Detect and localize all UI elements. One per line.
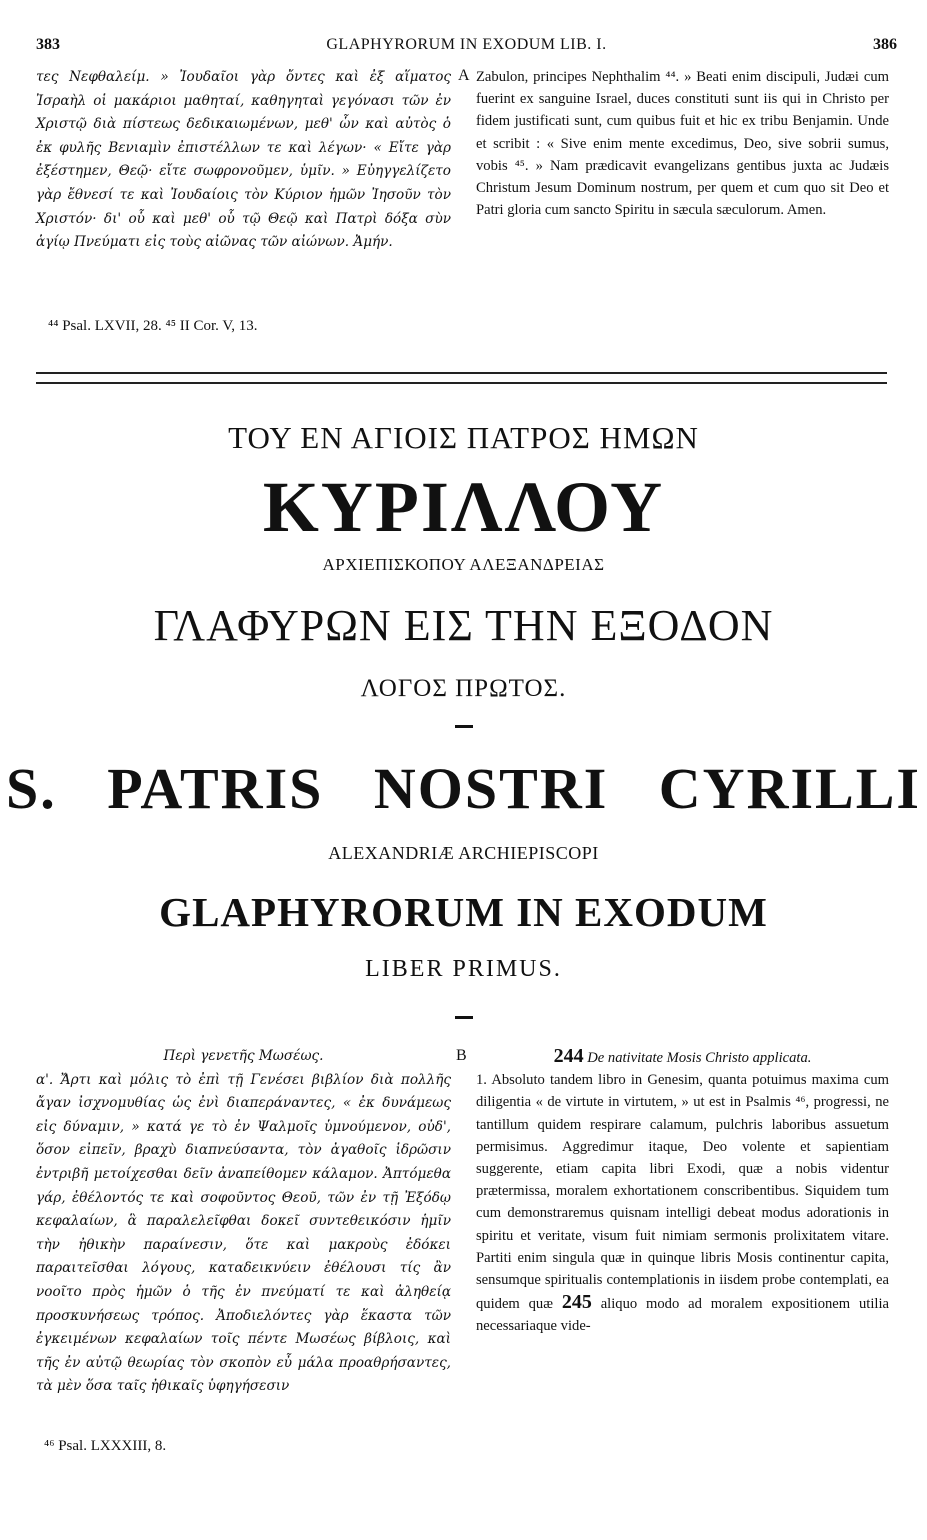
latin-heading-text: De nativitate Mosis Christo applicata.: [587, 1050, 812, 1066]
margin-number-244: 244: [553, 1045, 584, 1067]
latin-paragraph-text: 1. Absoluto tandem libro in Genesim, quanta potuimus maxima cum diligentia « de virtute in virtutem, » ut est in Psalmis ⁴⁶, progressi, ne tantillum quidem respirare calamum, pulchris laboribus assuetum permisimus. Aggredimur itaque, Deo volente et sapientiam suggerente, etiam capita libri Exodi, quæ a nobis videntur prætermissa, moralem exhortationem conscribentibus. Siquidem tum cum demonstraremus quisnam intelligi debeat modus adorationis in spiritu et veritate, visum fuit nimiam sermonis prolixitatem vitare. Partiti enim singula quæ in quinque libris Mosis continentur capita, sensumque spiritualis contemplationis in iisdem probe contemplati, ea quidem quæ: [476, 1072, 889, 1313]
page-number-right: 386: [873, 36, 897, 53]
title-dash-2: [455, 1016, 473, 1019]
title-latin-book: LIBER PRIMUS.: [365, 956, 562, 982]
latin-paragraph-text-end: aliquo modo ad moralem expositionem utilia necessariaque vide-: [476, 1296, 889, 1335]
latin-column-bottom: [476, 1045, 889, 1338]
column-marker-b: B: [456, 1047, 467, 1064]
title-greek-work: ΓΛΑΦΥΡΩΝ ΕΙΣ ΤΗΝ ΕΞΟΔΟΝ: [153, 601, 774, 650]
title-greek-office: ΑΡΧΙΕΠΙΣΚΟΠΟΥ ΑΛΕΞΑΝΔΡΕΙΑΣ: [322, 555, 605, 574]
latin-paragraph-bottom: [476, 1069, 889, 1337]
title-latin-office: ALEXANDRIÆ ARCHIEPISCOPI: [328, 843, 599, 863]
page-number-left: 383: [36, 36, 60, 53]
greek-paragraph-top: τες Νεφθαλείμ. » Ἰουδαῖοι γὰρ ὄντες καὶ ἐξ αἵματος Ἰσραὴλ οἱ μακάριοι μαθηταί, καθηγηταὶ γεγόνασι τῶν ἐν Χριστῷ διὰ πίστεως δεδικαιωμένων, μεθ' ὧν καὶ αὐτὸς ὁ ἐκ φυλῆς Βενιαμὶν ἐπιστέλλων τε καὶ λέγων· « Εἴτε γὰρ ἐξέστημεν, Θεῷ· εἴτε σωφρονοῦμεν, ὑμῖν. » Εὐηγγελίζετο γὰρ ἔθνεσί τε καὶ Ἰουδαίοις τὸν Κύριον ἡμῶν Ἰησοῦν τὸν Χριστόν· δι' οὗ καὶ μεθ' οὗ τῷ Θεῷ καὶ Πατρὶ δόξα σὺν ἁγίῳ Πνεύματι εἰς τοὺς αἰῶνας τῶν αἰώνων. Ἀμήν.: [36, 69, 451, 251]
title-greek-name: ΚΥΡΙΛΛΟΥ: [262, 467, 665, 547]
greek-column-top: [36, 66, 451, 255]
running-title: GLAPHYRORUM IN EXODUM LIB. I.: [326, 36, 607, 53]
title-latin-name: S. PATRIS NOSTRI CYRILLI: [6, 756, 921, 821]
title-greek-preamble: ΤΟΥ ΕΝ ΑΓΙΟΙΣ ΠΑΤΡΟΣ ΗΜΩΝ: [228, 420, 699, 455]
greek-column-bottom: [36, 1045, 451, 1399]
title-dash-1: [455, 725, 473, 728]
footnote-top: ⁴⁴ Psal. LXVII, 28. ⁴⁵ II Cor. V, 13.: [48, 318, 258, 334]
column-marker-a: A: [458, 67, 470, 84]
greek-paragraph-bottom: α'. Ἄρτι καὶ μόλις τὸ ἐπὶ τῇ Γενέσει βιβλίον διὰ πολλῆς ἄγαν ἰσχνομυθίας ὡς ἐνὶ διαπεράναντες, « ἐκ δυνάμεως εἰς δύναμιν, » κατά γε τὸ ἐν Ψαλμοῖς ὑμνούμενον, οὐδ', ὅσον εἰπεῖν, βραχὺ διαπνεύσαντα, τὸν ἀγαθοῖς ἱδρῶσιν ἐντριβῆ μετοίχεσθαι δεῖν ἀναπείθομεν κάλαμον. Ἀπτόμεθα γάρ, ἐθέλοντός τε καὶ σοφοῦντος Θεοῦ, τῶν ἐν τῇ Ἐξόδῳ κεφαλαίων, ἃ παραλελεῖφθαι δοκεῖ συντεθεικόσιν ἡμῖν τὴν ἠθικὴν παραίνεσιν, ὅτε καὶ μακροὺς ἐδόκει παραιτεῖσθαι λόγους, καταδεικνύειν ἐθέλουσι τίς ἂν νοοῖτο πρὸς ἡμῶν ὁ τῆς ἐν πνεύματί τε καὶ ἀληθείᾳ προσκυνήσεως τρόπος. Ἀποδιελόντες γὰρ ἕκαστα τῶν ἐγκειμένων κεφαλαίων τοῖς πέντε Μωσέως βίβλοις, καὶ τῆς ἐν αὐτῷ θεωρίας τὸν σκοπὸν εὖ μάλα προαθρήσαντες, τὰ μὲν ὅσα ταῖς ἠθικαῖς ὑφηγήσεσιν: [36, 1071, 451, 1395]
margin-number-245: 245: [561, 1291, 592, 1314]
latin-column-top: [476, 66, 889, 221]
running-head: [36, 36, 897, 60]
greek-section-heading: Περὶ γενετῆς Μωσέως.: [163, 1048, 324, 1064]
latin-paragraph-top: Zabulon, principes Nephthalim ⁴⁴. » Beati enim discipuli, Judæi cum fuerint ex sanguine Israel, duces constituti sunt iis qui in Christo per fidem justificati sunt, cum quibus fuit et hic ex tribu Benjamin. Unde et scribit : « Sive enim mente excedimus, Deo, sive sobrii sumus, vobis ⁴⁵. » Nam prædicavit evangelizans gentibus juxta ac Judæis Christum Jesum Dominum nostrum, per quem et cum quo sit Deo et Patri gloria cum sancto Spiritu in sæcula sæculorum. Amen.: [476, 69, 889, 219]
title-greek-book: ΛΟΓΟΣ ΠΡΩΤΟΣ.: [360, 675, 567, 702]
title-latin-work: GLAPHYRORUM IN EXODUM: [159, 889, 768, 935]
latin-section-heading: [476, 1045, 889, 1069]
double-rule-divider: [36, 372, 887, 384]
footnote-bottom: ⁴⁶ Psal. LXXXIII, 8.: [44, 1438, 167, 1454]
